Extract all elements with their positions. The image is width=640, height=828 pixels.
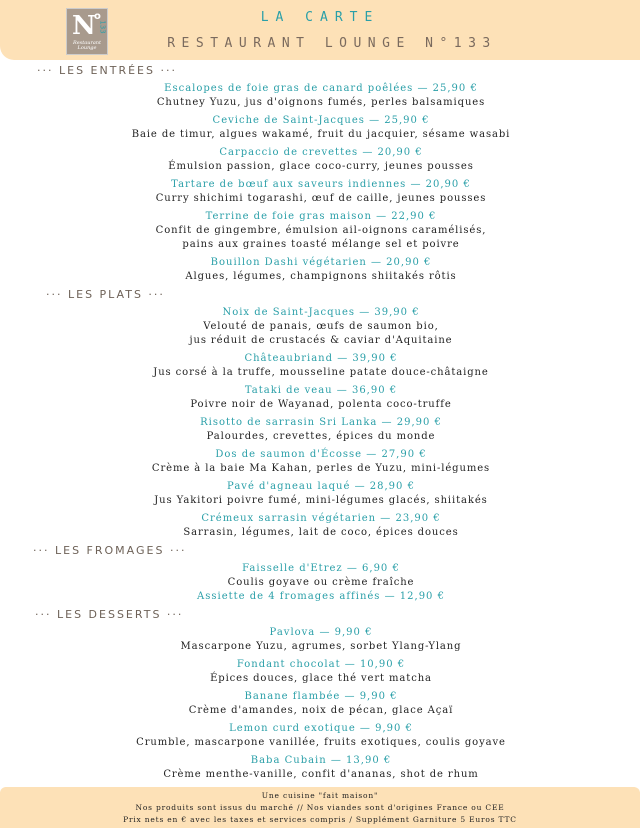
menu-item (0, 178, 640, 206)
menu-item (0, 658, 640, 686)
menu-item-description: Sarrasin, légumes, lait de coco, épices douces (183, 527, 459, 538)
menu-item-description: Crème d'amandes, noix de pécan, glace Açaï (188, 705, 454, 716)
logo-subtitle: Restaurant Lounge (72, 40, 102, 51)
page-title: LA CARTE (260, 10, 380, 25)
menu-item-name: Terrine de foie gras maison — 22,90 € (205, 211, 437, 222)
menu-item-description: Algues, légumes, champignons shiitakés rôtis (185, 271, 457, 282)
menu-item (0, 256, 640, 284)
menu-item-name: Châteaubriand — 39,90 € (244, 353, 398, 364)
menu-item-name: Bouillon Dashi végétarien — 20,90 € (210, 257, 432, 268)
section-heading: ··· LES PLATS ··· (46, 288, 165, 301)
menu-item-name: Lemon curd exotique — 9,90 € (229, 723, 413, 734)
section-heading: ··· LES DESSERTS ··· (35, 608, 184, 621)
menu-item-name: Pavlova — 9,90 € (269, 627, 373, 638)
menu-content (0, 64, 640, 786)
menu-item-name: Pavé d'agneau laqué — 28,90 € (227, 481, 415, 492)
menu-item-description: Curry shichimi togarashi, œuf de caille, jeunes pousses (155, 193, 487, 204)
menu-item (0, 384, 640, 412)
menu-item (0, 306, 640, 348)
menu-item-description: Émulsion passion, glace coco-curry, jeunes pousses (168, 161, 474, 172)
menu-item-name: Banane flambée — 9,90 € (244, 691, 398, 702)
menu-item-description: Coulis goyave ou crème fraîche (227, 577, 415, 588)
menu-item (0, 210, 640, 252)
menu-section (0, 608, 640, 782)
menu-item-name: Crémeux sarrasin végétarien — 23,90 € (201, 513, 441, 524)
menu-item-description: pains aux graines toasté mélange sel et poivre (182, 239, 460, 250)
menu-item-name: Ceviche de Saint-Jacques — 25,90 € (212, 115, 430, 126)
menu-item-name: Escalopes de foie gras de canard poêlées — 25,90 € (164, 83, 478, 94)
menu-item (0, 754, 640, 782)
menu-item-name: Risotto de sarrasin Sri Lanka — 29,90 € (200, 417, 442, 428)
footer-line: Une cuisine "fait maison" (261, 791, 379, 800)
menu-item (0, 562, 640, 590)
menu-item-description: Crème menthe-vanille, confit d'ananas, shot de rhum (163, 769, 479, 780)
restaurant-name: RESTAURANT LOUNGE N°133 (167, 36, 497, 51)
menu-item (0, 512, 640, 540)
menu-item (0, 480, 640, 508)
menu-item (0, 114, 640, 142)
menu-item (0, 590, 640, 604)
footer-line: Prix nets en € avec les taxes et services compris / Supplément Garniture 5 Euros TTC (123, 815, 517, 824)
section-heading: ··· LES FROMAGES ··· (33, 544, 187, 557)
menu-item (0, 448, 640, 476)
menu-item (0, 82, 640, 110)
menu-item-description: jus réduit de crustacés & caviar d'Aquitaine (189, 335, 453, 346)
footer-notes (0, 787, 640, 828)
menu-item-description: Baie de timur, algues wakamé, fruit du jacquier, sésame wasabi (131, 129, 511, 140)
menu-item (0, 722, 640, 750)
menu-item-name: Tartare de bœuf aux saveurs indiennes — 20,90 € (171, 179, 471, 190)
menu-item-description: Crumble, mascarpone vanillée, fruits exotiques, coulis goyave (136, 737, 506, 748)
logo-degree: o (94, 11, 101, 22)
menu-section (0, 64, 640, 284)
menu-item-name: Dos de saumon d'Écosse — 27,90 € (215, 449, 427, 460)
menu-item (0, 352, 640, 380)
menu-item-description: Crème à la baie Ma Kahan, perles de Yuzu, mini-légumes (151, 463, 491, 474)
menu-section (0, 288, 640, 540)
menu-item-name: Baba Cubain — 13,90 € (250, 755, 392, 766)
menu-item-name: Faisselle d'Etrez — 6,90 € (242, 563, 400, 574)
menu-item-description: Velouté de panais, œufs de saumon bio, (203, 321, 439, 332)
menu-item (0, 690, 640, 718)
menu-item-description: Palourdes, crevettes, épices du monde (206, 431, 436, 442)
header-banner (0, 0, 640, 60)
menu-item (0, 626, 640, 654)
section-heading: ··· LES ENTRÉES ··· (37, 64, 177, 77)
menu-section (0, 544, 640, 604)
logo-number: 133 (98, 20, 107, 34)
menu-item-description: Jus corsé à la truffe, mousseline patate douce-châtaigne (153, 367, 489, 378)
menu-item (0, 146, 640, 174)
menu-item-name: Noix de Saint-Jacques — 39,90 € (222, 307, 420, 318)
menu-item-description: Chutney Yuzu, jus d'oignons fumés, perles balsamiques (156, 97, 486, 108)
menu-item-name: Tataki de veau — 36,90 € (244, 385, 398, 396)
menu-item-name: Assiette de 4 fromages affinés — 12,90 € (197, 591, 445, 602)
menu-item-description: Épices douces, glace thé vert matcha (210, 673, 432, 684)
menu-item-description: Poivre noir de Wayanad, polenta coco-truffe (190, 399, 452, 410)
footer-line: Nos produits sont issus du marché // Nos viandes sont d'origines France ou CEE (135, 803, 505, 812)
menu-item-description: Jus Yakitori poivre fumé, mini-légumes glacés, shiitakés (154, 495, 488, 506)
menu-item-description: Mascarpone Yuzu, agrumes, sorbet Ylang-Ylang (180, 641, 462, 652)
menu-item-name: Fondant chocolat — 10,90 € (236, 659, 406, 670)
logo-letter: N (72, 11, 96, 41)
menu-item (0, 416, 640, 444)
menu-item-name: Carpaccio de crevettes — 20,90 € (219, 147, 423, 158)
menu-item-description: Confit de gingembre, émulsion ail-oignons caramélisés, (155, 225, 487, 236)
